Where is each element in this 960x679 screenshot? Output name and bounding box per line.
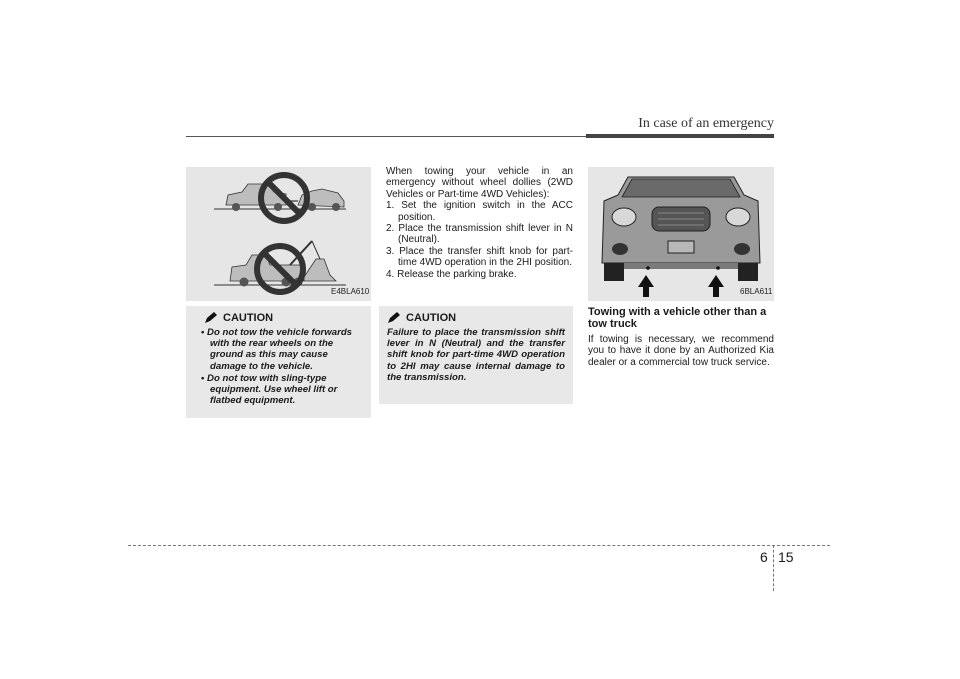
towing-steps: [386, 200, 573, 280]
towing-recommendation: If towing is necessary, we recommend you to have it done by an Authorized Kia dealer or a commercial tow truck service.: [588, 334, 774, 368]
caution-header: [194, 312, 363, 324]
caution-title: CAUTION: [406, 312, 457, 324]
right-column: [588, 306, 774, 368]
caution-box-left: [186, 306, 371, 418]
caution-header: [387, 312, 565, 324]
middle-column: [386, 166, 573, 280]
caution-title: CAUTION: [223, 312, 274, 324]
step-item: 3. Place the transfer shift knob for part-time 4WD operation in the 2HI position.: [386, 245, 573, 269]
footer-divider: [773, 545, 774, 591]
section-heading: Towing with a vehicle other than a tow truck: [588, 306, 767, 330]
figure-prohibited-towing: [186, 167, 371, 301]
footer-rule: [128, 545, 830, 546]
step-item: 4. Release the parking brake.: [386, 268, 517, 280]
section-title: In case of an emergency: [638, 116, 774, 131]
caution-text: Failure to place the transmission shift lever in N (Neutral) and the transfer shift knob for part-time 4WD operation to 2HI may cause internal damage to the transmission.: [387, 327, 565, 383]
header-rule-accent: [586, 134, 774, 138]
prohibited-towing-illustration: [186, 167, 371, 301]
page-number: 15: [778, 549, 794, 565]
step-item: 1. Set the ignition switch in the ACC position.: [386, 200, 573, 223]
figure-code-left: E4BLA610: [331, 287, 370, 296]
figure-code-right: 6BLA611: [740, 287, 773, 296]
towing-intro: When towing your vehicle in an emergency without wheel dollies (2WD Vehicles or Part-time 4WD Vehicles):: [386, 166, 573, 200]
caution-item: • Do not tow the vehicle forwards with the rear wheels on the ground as this may cause damage to the vehicle.: [201, 327, 353, 372]
figure-front-tow-points: [588, 167, 774, 301]
vehicle-front-illustration: [588, 167, 774, 301]
step-item: 2. Place the transmission shift lever in N (Neutral).: [386, 223, 573, 246]
caution-box-middle: [379, 306, 573, 404]
chapter-number: 6: [760, 549, 768, 565]
caution-item: • Do not tow with sling-type equipment. Use wheel lift or flatbed equipment.: [201, 372, 338, 407]
warning-pencil-icon: [204, 312, 218, 324]
warning-pencil-icon: [387, 312, 401, 324]
